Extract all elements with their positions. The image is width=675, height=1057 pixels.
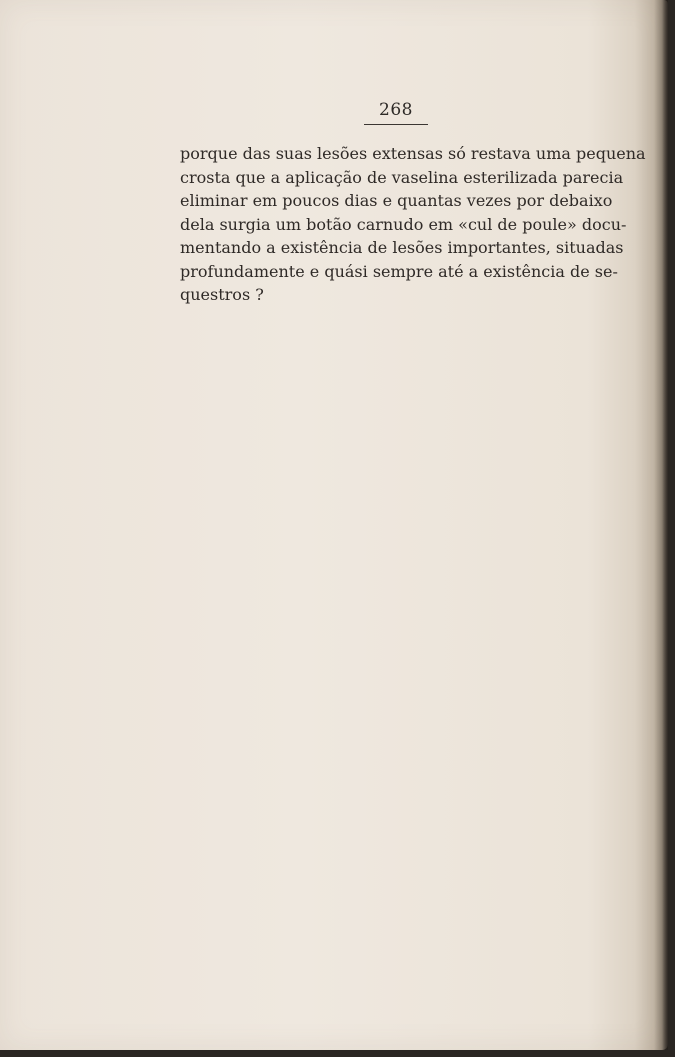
page-number-rule [364,124,428,125]
page-binding-shadow [654,0,668,1050]
text-line: questros ? [180,285,264,304]
text-line: porque das suas lesões extensas só restava uma pequena [180,144,646,163]
text-line: mentando a existência de lesões importantes, situadas [180,238,624,257]
page-number: 268 [379,100,413,120]
body-paragraph [180,142,646,307]
text-line: profundamente e quási sempre até a existência de se- [180,261,618,281]
text-line: dela surgia um botão carnudo em «cul de poule» docu- [180,214,627,234]
text-line: crosta que a aplicação de vaselina esterilizada parecia [180,167,624,187]
text-line: eliminar em poucos dias e quantas vezes por debaixo [180,191,613,210]
